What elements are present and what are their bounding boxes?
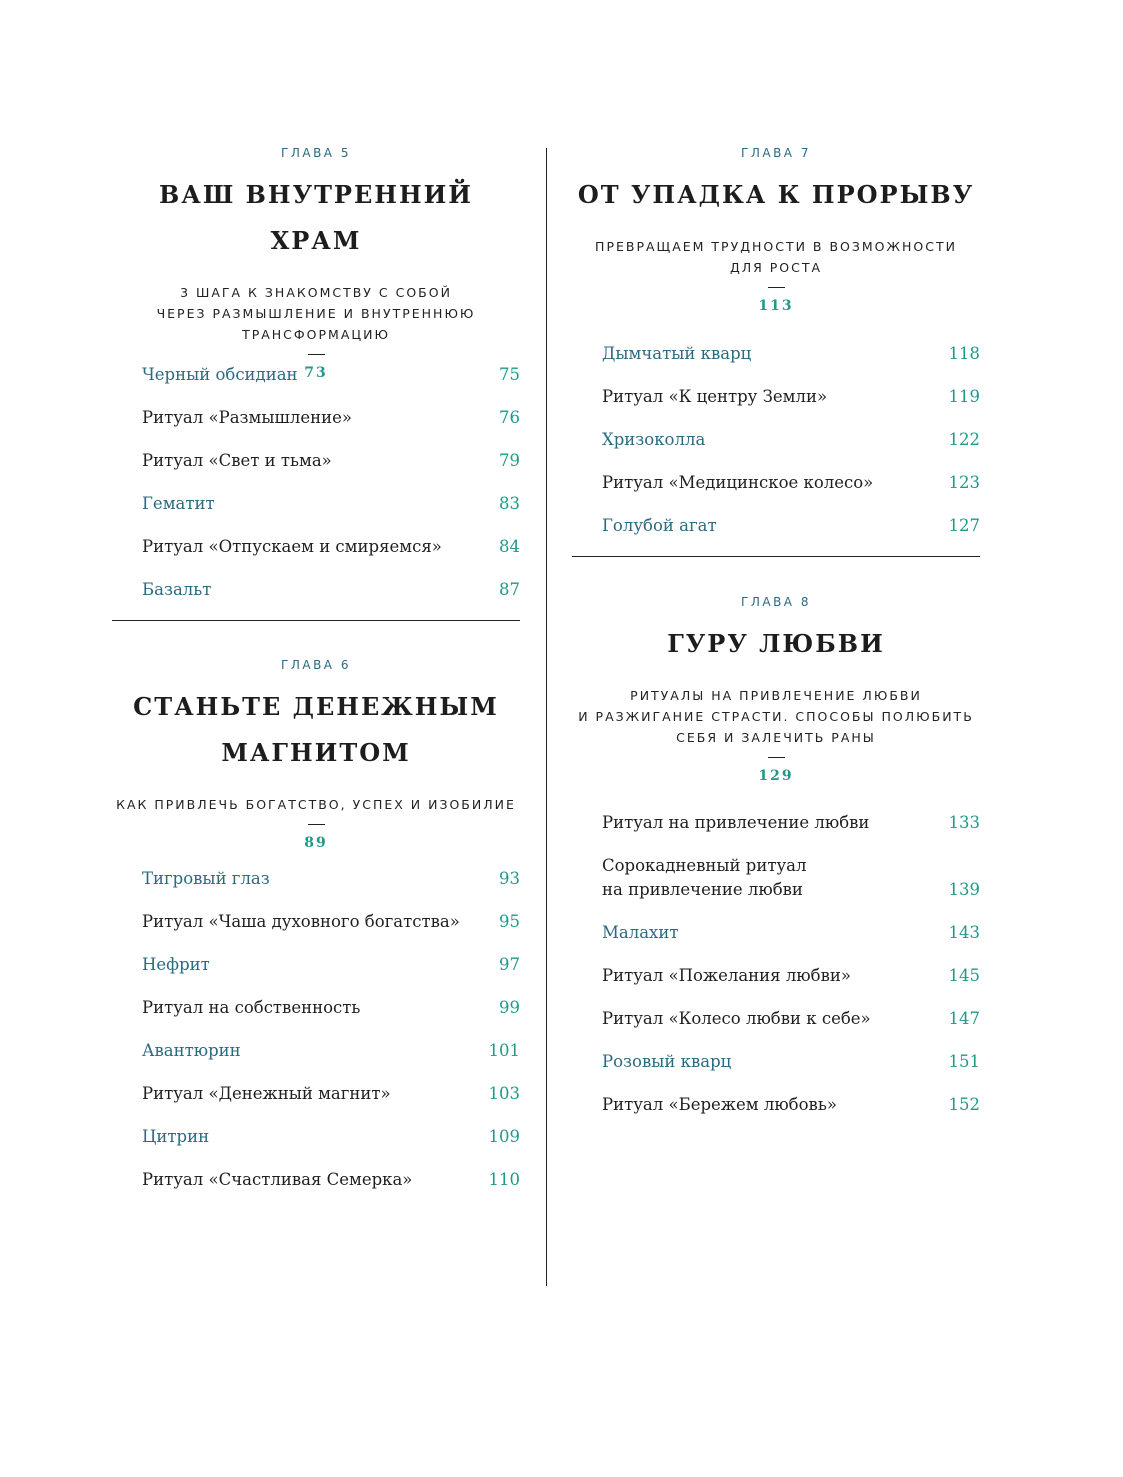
toc-entry[interactable]: Ритуал «Чаша духовного богатства» 95	[142, 912, 520, 931]
chapter-label: ГЛАВА 7	[741, 146, 811, 160]
toc-entry[interactable]: Розовый кварц 151	[602, 1052, 980, 1071]
chapter-title: ВАШ ВНУТРЕННИЙ ХРАМ	[159, 180, 473, 255]
toc-entry[interactable]: Тигровый глаз 93	[142, 869, 520, 888]
chapter-page-number: 129	[758, 768, 794, 784]
dash-divider	[768, 287, 785, 288]
toc-entry[interactable]: Ритуал «Медицинское колесо» 123	[602, 473, 980, 492]
chapter-subtitle: КАК ПРИВЛЕЧЬ БОГАТСТВО, УСПЕХ И ИЗОБИЛИЕ	[116, 797, 516, 812]
chapter-title: СТАНЬТЕ ДЕНЕЖНЫМ МАГНИТОМ	[133, 692, 499, 767]
toc-entry[interactable]: Малахит 143	[602, 923, 980, 942]
chapter-label: ГЛАВА 6	[281, 658, 351, 672]
chapter-label: ГЛАВА 8	[741, 595, 811, 609]
chapter-8	[572, 595, 980, 785]
chapter-6	[112, 658, 520, 852]
chapter-7	[572, 146, 980, 315]
toc-entry[interactable]: Ритуал «Счастливая Семерка» 110	[142, 1170, 520, 1189]
toc-entries-chapter-5	[112, 363, 520, 621]
chapter-subtitle: 3 ШАГА К ЗНАКОМСТВУ С СОБОЙ ЧЕРЕЗ РАЗМЫШЛЕНИЕ И ВНУТРЕННЮЮ ТРАНСФОРМАЦИЮ	[156, 285, 476, 342]
section-separator	[112, 620, 520, 621]
toc-entry[interactable]: Ритуал «Колесо любви к себе» 147	[602, 1009, 980, 1028]
toc-entry[interactable]: Черный обсидиан 75	[142, 365, 520, 384]
toc-entry[interactable]: Ритуал «Денежный магнит» 103	[142, 1084, 520, 1103]
toc-entry[interactable]: Нефрит 97	[142, 955, 520, 974]
toc-entry[interactable]: Авантюрин 101	[142, 1041, 520, 1060]
toc-entry[interactable]: Дымчатый кварц 118	[602, 344, 980, 363]
toc-entry[interactable]: Сорокадневный ритуал на привлечение любви 139	[602, 856, 980, 899]
toc-entry[interactable]: Цитрин 109	[142, 1127, 520, 1146]
chapter-page-number: 113	[758, 298, 794, 314]
chapter-5	[112, 146, 520, 382]
chapter-title: ОТ УПАДКА К ПРОРЫВУ	[577, 180, 975, 209]
dash-divider	[308, 824, 325, 825]
column-divider	[546, 148, 547, 1286]
toc-entry[interactable]: Ритуал на собственность 99	[142, 998, 520, 1017]
toc-entries-chapter-7	[572, 342, 980, 557]
toc-entry[interactable]: Ритуал «Отпускаем и смиряемся» 84	[142, 537, 520, 556]
chapter-title: ГУРУ ЛЮБВИ	[667, 629, 885, 658]
section-separator	[572, 556, 980, 557]
dash-divider	[308, 354, 325, 355]
toc-entry[interactable]: Ритуал «Свет и тьма» 79	[142, 451, 520, 470]
toc-entry[interactable]: Ритуал на привлечение любви 133	[602, 813, 980, 832]
toc-entry[interactable]: Гематит 83	[142, 494, 520, 513]
dash-divider	[768, 757, 785, 758]
toc-entry[interactable]: Хризоколла 122	[602, 430, 980, 449]
chapter-subtitle: ПРЕВРАЩАЕМ ТРУДНОСТИ В ВОЗМОЖНОСТИ ДЛЯ РОСТА	[595, 239, 957, 275]
chapter-page-number: 73	[304, 365, 328, 381]
toc-entry[interactable]: Ритуал «К центру Земли» 119	[602, 387, 980, 406]
toc-entry[interactable]: Голубой агат 127	[602, 516, 980, 535]
toc-entry[interactable]: Базальт 87	[142, 580, 520, 599]
toc-entry[interactable]: Ритуал «Бережем любовь» 152	[602, 1095, 980, 1114]
chapter-label: ГЛАВА 5	[281, 146, 351, 160]
toc-entries-chapter-8	[572, 811, 980, 1136]
chapter-subtitle: РИТУАЛЫ НА ПРИВЛЕЧЕНИЕ ЛЮБВИ И РАЗЖИГАНИЕ СТРАСТИ. СПОСОБЫ ПОЛЮБИТЬ СЕБЯ И ЗАЛЕЧИТЬ РАНЫ	[578, 688, 974, 745]
chapter-page-number: 89	[304, 835, 328, 851]
toc-entry[interactable]: Ритуал «Размышление» 76	[142, 408, 520, 427]
toc-entry[interactable]: Ритуал «Пожелания любви» 145	[602, 966, 980, 985]
toc-entries-chapter-6	[112, 867, 520, 1211]
